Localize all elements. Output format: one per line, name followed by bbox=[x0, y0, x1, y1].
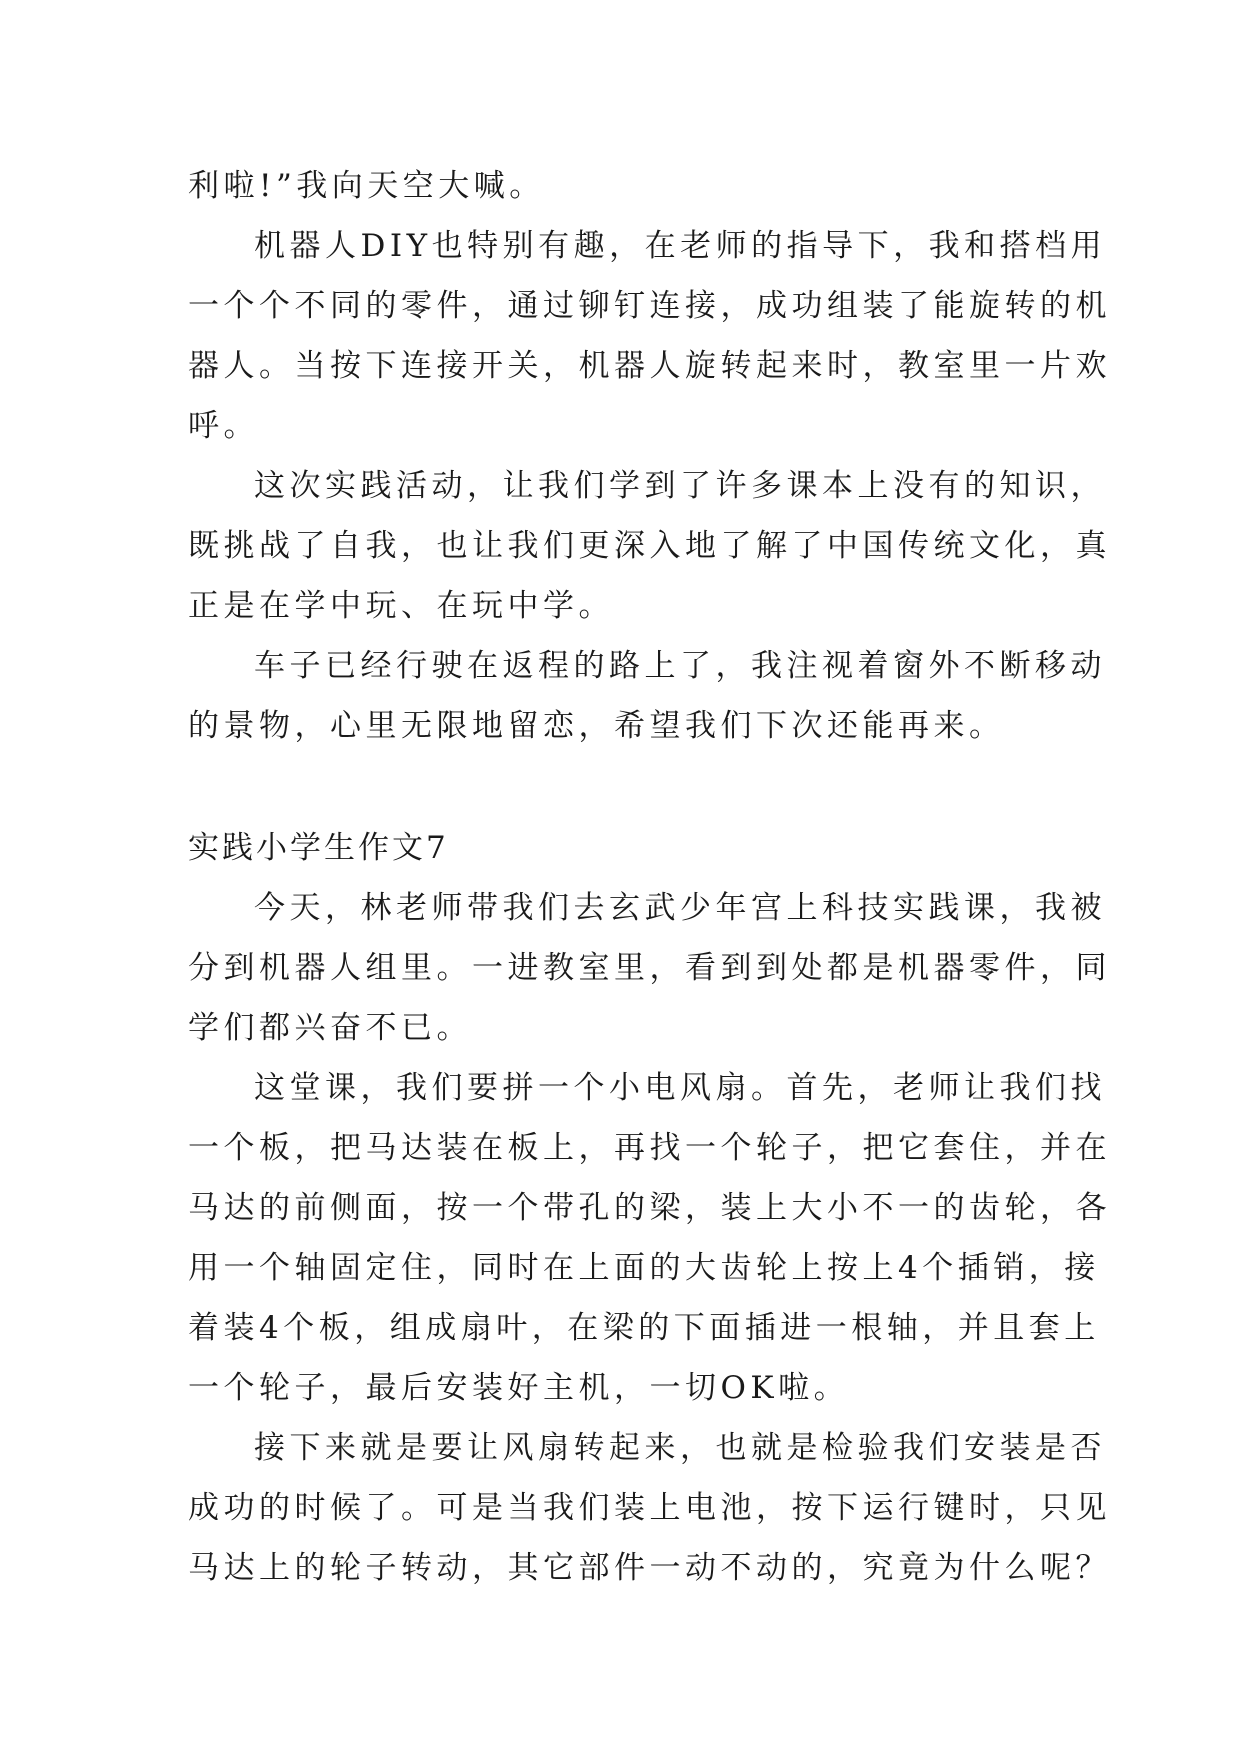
paragraph-line: 器人。当按下连接开关，机器人旋转起来时，教室里一片欢 bbox=[188, 348, 1111, 384]
paragraph-line: 这次实践活动，让我们学到了许多课本上没有的知识， bbox=[254, 468, 1106, 504]
paragraph-line: 机器人DIY也特别有趣，在老师的指导下，我和搭档用 bbox=[254, 228, 1107, 264]
paragraph-line: 一个个不同的零件，通过铆钉连接，成功组装了能旋转的机 bbox=[188, 288, 1111, 324]
paragraph-line: 车子已经行驶在返程的路上了，我注视着窗外不断移动 bbox=[254, 648, 1106, 684]
paragraph-line: 一个轮子，最后安装好主机，一切OK啦。 bbox=[188, 1370, 850, 1406]
paragraph-line: 既挑战了自我，也让我们更深入地了解了中国传统文化，真 bbox=[188, 528, 1111, 564]
section-heading: 实践小学生作文7 bbox=[188, 830, 449, 866]
paragraph-line: 的景物，心里无限地留恋，希望我们下次还能再来。 bbox=[188, 708, 1005, 744]
paragraph-line: 马达的前侧面，按一个带孔的梁，装上大小不一的齿轮，各 bbox=[188, 1190, 1111, 1226]
paragraph-line: 分到机器人组里。一进教室里，看到到处都是机器零件，同 bbox=[188, 950, 1111, 986]
paragraph-line: 成功的时候了。可是当我们装上电池，按下运行键时，只见 bbox=[188, 1490, 1111, 1526]
paragraph-line: 呼。 bbox=[188, 408, 259, 444]
paragraph-line: 一个板，把马达装在板上，再找一个轮子，把它套住，并在 bbox=[188, 1130, 1111, 1166]
paragraph-line: 利啦!”我向天空大喊。 bbox=[188, 168, 545, 204]
document-page bbox=[188, 156, 1111, 1598]
paragraph-line: 学们都兴奋不已。 bbox=[188, 1010, 472, 1046]
paragraph-line: 正是在学中玩、在玩中学。 bbox=[188, 588, 614, 624]
paragraph-line: 马达上的轮子转动，其它部件一动不动的，究竟为什么呢？ bbox=[188, 1550, 1111, 1586]
paragraph-line: 接下来就是要让风扇转起来，也就是检验我们安装是否 bbox=[254, 1430, 1106, 1466]
paragraph-line: 这堂课，我们要拼一个小电风扇。首先，老师让我们找 bbox=[254, 1070, 1106, 1106]
section-gap bbox=[188, 756, 1068, 818]
paragraph-line: 今天，林老师带我们去玄武少年宫上科技实践课，我被 bbox=[254, 890, 1106, 926]
paragraph-line: 用一个轴固定住，同时在上面的大齿轮上按上4个插销，接 bbox=[188, 1250, 1100, 1286]
paragraph-line: 着装4个板，组成扇叶，在梁的下面插进一根轴，并且套上 bbox=[188, 1310, 1100, 1346]
